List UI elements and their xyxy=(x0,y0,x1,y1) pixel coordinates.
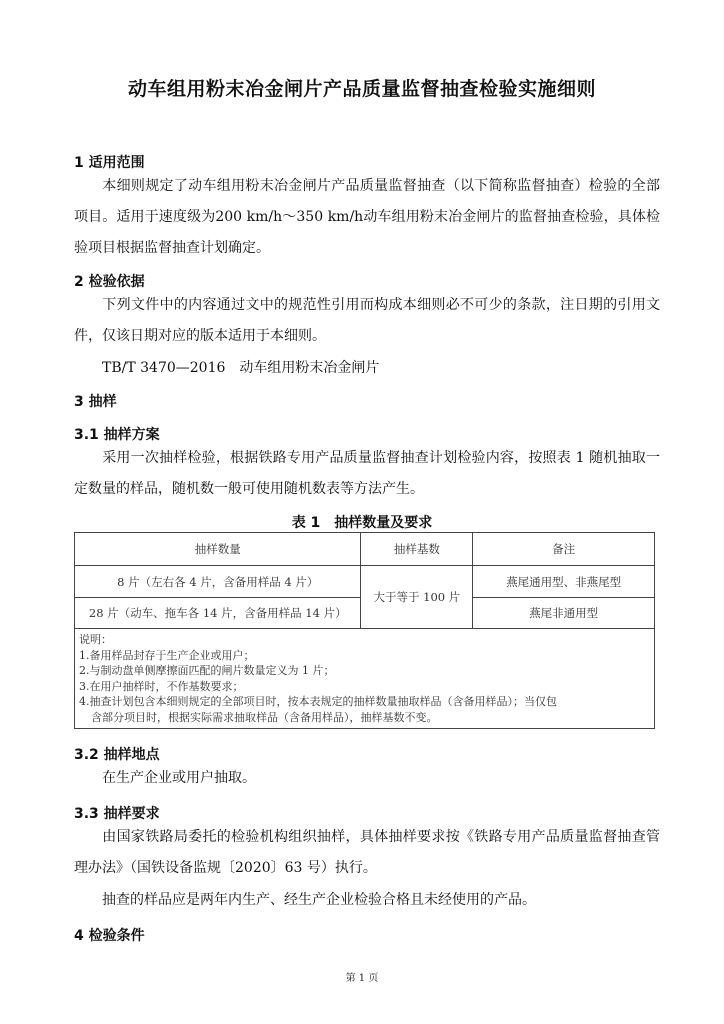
section-1-paragraph xyxy=(74,171,660,264)
table-cell-quantity: 28 片（动车、拖车各 14 片，含备用样品 14 片） xyxy=(75,598,361,629)
table-header-row xyxy=(75,533,655,566)
section-3-heading: 3 抽样 xyxy=(74,394,117,410)
section-3-2-heading: 3.2 抽样地点 xyxy=(74,747,160,763)
section-2-heading: 2 检验依据 xyxy=(74,274,145,290)
section-3-3-paragraph-2 xyxy=(74,885,660,916)
section-2-reference xyxy=(74,353,660,384)
notes-title: 说明： xyxy=(79,633,112,646)
section-3-1-paragraph xyxy=(74,443,660,505)
section-3-3-heading: 3.3 抽样要求 xyxy=(74,806,160,822)
table-cell-quantity: 8 片（左右各 4 片，含备用样品 4 片） xyxy=(75,566,361,598)
note-item: 2.与制动盘单侧摩擦面匹配的闸片数量定义为 1 片； xyxy=(79,664,335,677)
table-header-cell: 抽样数量 xyxy=(75,533,361,566)
table-notes-cell xyxy=(75,629,655,729)
section-3-1-text: 采用一次抽样检验，根据铁路专用产品质量监督抽查计划检验内容，按照表 1 随机抽取一定数量的样品，随机数一般可使用随机数表等方法产生。 xyxy=(74,450,660,497)
sampling-table xyxy=(74,532,655,729)
section-3-3-text: 由国家铁路局委托的检验机构组织抽样，具体抽样要求按《铁路专用产品质量监督抽查管理办法》（国铁设备监规〔2020〕63 号）执行。 xyxy=(74,829,660,876)
section-1-text: 本细则规定了动车组用粉末冶金闸片产品质量监督抽查（以下简称监督抽查）检验的全部项目。适用于速度级为200 km/h～350 km/h动车组用粉末冶金闸片的监督抽查检验，具体检验项目根据监督抽查计划确定。 xyxy=(74,178,660,256)
note-item: 1.备用样品封存于生产企业或用户； xyxy=(79,648,255,662)
page-number: 第 1 页 xyxy=(345,973,379,984)
section-2-text: 下列文件中的内容通过文中的规范性引用而构成本细则必不可少的条款，注日期的引用文件，仅该日期对应的版本适用于本细则。 xyxy=(74,297,660,344)
section-1-heading: 1 适用范围 xyxy=(74,155,145,171)
note-item: 4.抽查计划包含本细则规定的全部项目时，按本表规定的抽样数量抽取样品（含备用样品）；当仅包 xyxy=(79,695,557,708)
section-3-3-paragraph xyxy=(74,822,660,884)
table-cell-note: 燕尾通用型、非燕尾型 xyxy=(473,566,655,598)
reference-standard: TB/T 3470—2016 动车组用粉末冶金闸片 xyxy=(102,360,380,376)
table-header-cell: 备注 xyxy=(473,533,655,566)
document-title: 动车组用粉末冶金闸片产品质量监督抽查检验实施细则 xyxy=(127,78,596,100)
table-1-caption: 表 1 抽样数量及要求 xyxy=(291,515,433,531)
table-notes-row xyxy=(75,629,655,729)
section-3-3-text-2: 抽查的样品应是两年内生产、经生产企业检验合格且未经使用的产品。 xyxy=(102,892,536,908)
section-4-heading: 4 检验条件 xyxy=(74,928,145,944)
table-row xyxy=(75,566,655,598)
note-item: 3.在用户抽样时，不作基数要求； xyxy=(79,679,244,693)
table-header-cell: 抽样基数 xyxy=(361,533,473,566)
section-3-2-paragraph xyxy=(74,763,660,794)
section-3-2-text: 在生产企业或用户抽取。 xyxy=(102,770,256,786)
table-cell-note: 燕尾非通用型 xyxy=(473,598,655,629)
note-item-continuation: 含部分项目时，根据实际需求抽取样品（含备用样品），抽样基数不变。 xyxy=(91,710,438,724)
section-2-paragraph xyxy=(74,290,660,352)
section-3-1-heading: 3.1 抽样方案 xyxy=(74,427,160,443)
table-cell-base: 大于等于 100 片 xyxy=(361,566,473,629)
